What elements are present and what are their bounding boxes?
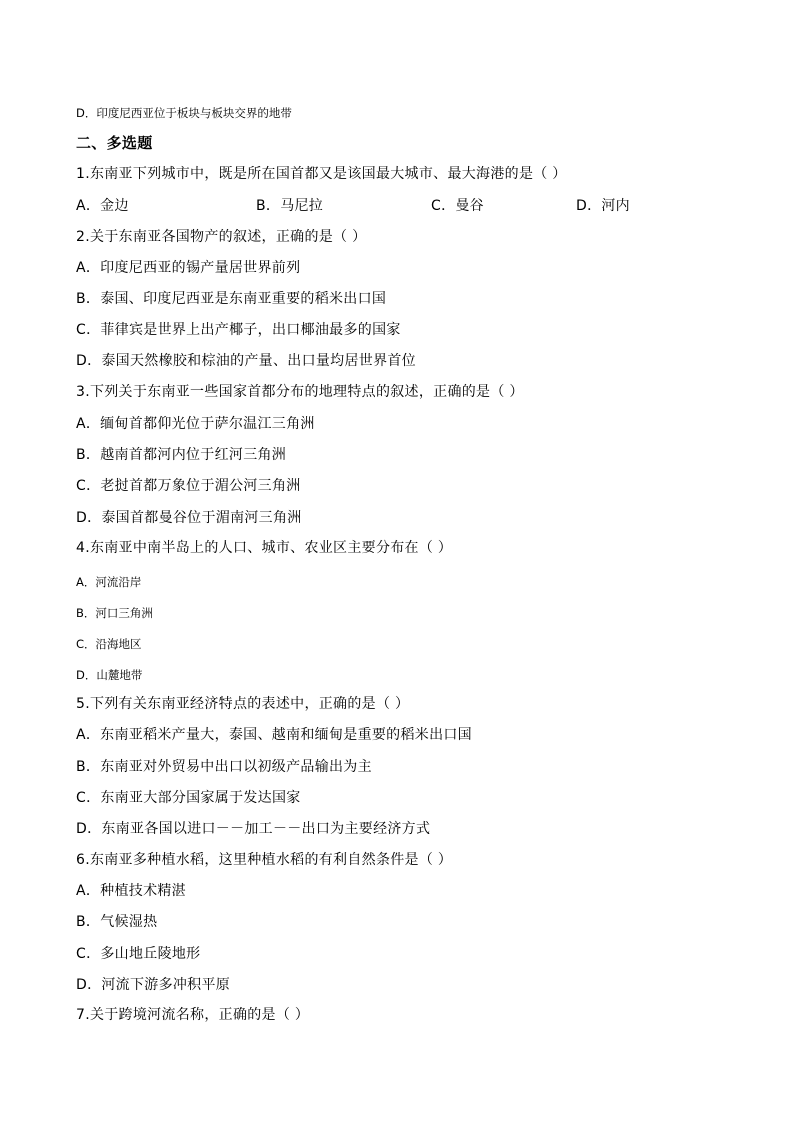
- question-6-option-c: C．多山地丘陵地形: [76, 946, 201, 962]
- question-2-option-c: C．菲律宾是世界上出产椰子，出口椰油最多的国家: [76, 322, 401, 338]
- question-3-option-c: C．老挝首都万象位于湄公河三角洲: [76, 478, 301, 494]
- question-5-stem: 5.下列有关东南亚经济特点的表述中，正确的是（ ）: [76, 696, 410, 712]
- question-3-option-b: B．越南首都河内位于红河三角洲: [76, 447, 287, 463]
- question-1-option-d: D．河内: [576, 198, 630, 214]
- question-5-option-d: D．东南亚各国以进口－－加工－－出口为主要经济方式: [76, 821, 431, 837]
- question-4-option-b: B．河口三角洲: [76, 606, 153, 620]
- question-1-option-a: A．金边: [76, 198, 129, 214]
- question-2-option-b: B．泰国、印度尼西亚是东南亚重要的稻米出口国: [76, 291, 387, 307]
- question-5-option-a: A．东南亚稻米产量大，泰国、越南和缅甸是重要的稻米出口国: [76, 727, 472, 743]
- question-4-option-a: A．河流沿岸: [76, 575, 142, 589]
- previous-question-option-d: D．印度尼西亚位于板块与板块交界的地带: [76, 106, 292, 120]
- question-4-option-d: D．山麓地带: [76, 668, 143, 682]
- question-5-option-c: C．东南亚大部分国家属于发达国家: [76, 790, 301, 806]
- question-6-stem: 6.东南亚多种植水稻，这里种植水稻的有利自然条件是（ ）: [76, 852, 453, 868]
- section-title: 二、多选题: [76, 134, 153, 152]
- question-6-option-b: B．气候湿热: [76, 914, 158, 930]
- question-3-stem: 3.下列关于东南亚一些国家首都分布的地理特点的叙述，正确的是（ ）: [76, 384, 524, 400]
- question-1-option-b: B．马尼拉: [256, 198, 324, 214]
- question-2-option-a: A．印度尼西亚的锡产量居世界前列: [76, 260, 301, 276]
- question-2-stem: 2.关于东南亚各国物产的叙述，正确的是（ ）: [76, 229, 367, 245]
- question-6-option-d: D．河流下游多冲积平原: [76, 977, 231, 993]
- question-4-stem: 4.东南亚中南半岛上的人口、城市、农业区主要分布在（ ）: [76, 540, 453, 556]
- question-1-option-c: C．曼谷: [431, 198, 484, 214]
- question-3-option-a: A．缅甸首都仰光位于萨尔温江三角洲: [76, 416, 315, 432]
- question-7-stem: 7.关于跨境河流名称，正确的是（ ）: [76, 1007, 310, 1023]
- question-4-option-c: C．沿海地区: [76, 637, 142, 651]
- question-3-option-d: D．泰国首都曼谷位于湄南河三角洲: [76, 510, 302, 526]
- question-1-stem: 1.东南亚下列城市中，既是所在国首都又是该国最大城市、最大海港的是（ ）: [76, 166, 567, 182]
- question-2-option-d: D．泰国天然橡胶和棕油的产量、出口量均居世界首位: [76, 353, 416, 369]
- question-5-option-b: B．东南亚对外贸易中出口以初级产品输出为主: [76, 759, 372, 775]
- question-6-option-a: A．种植技术精湛: [76, 883, 186, 899]
